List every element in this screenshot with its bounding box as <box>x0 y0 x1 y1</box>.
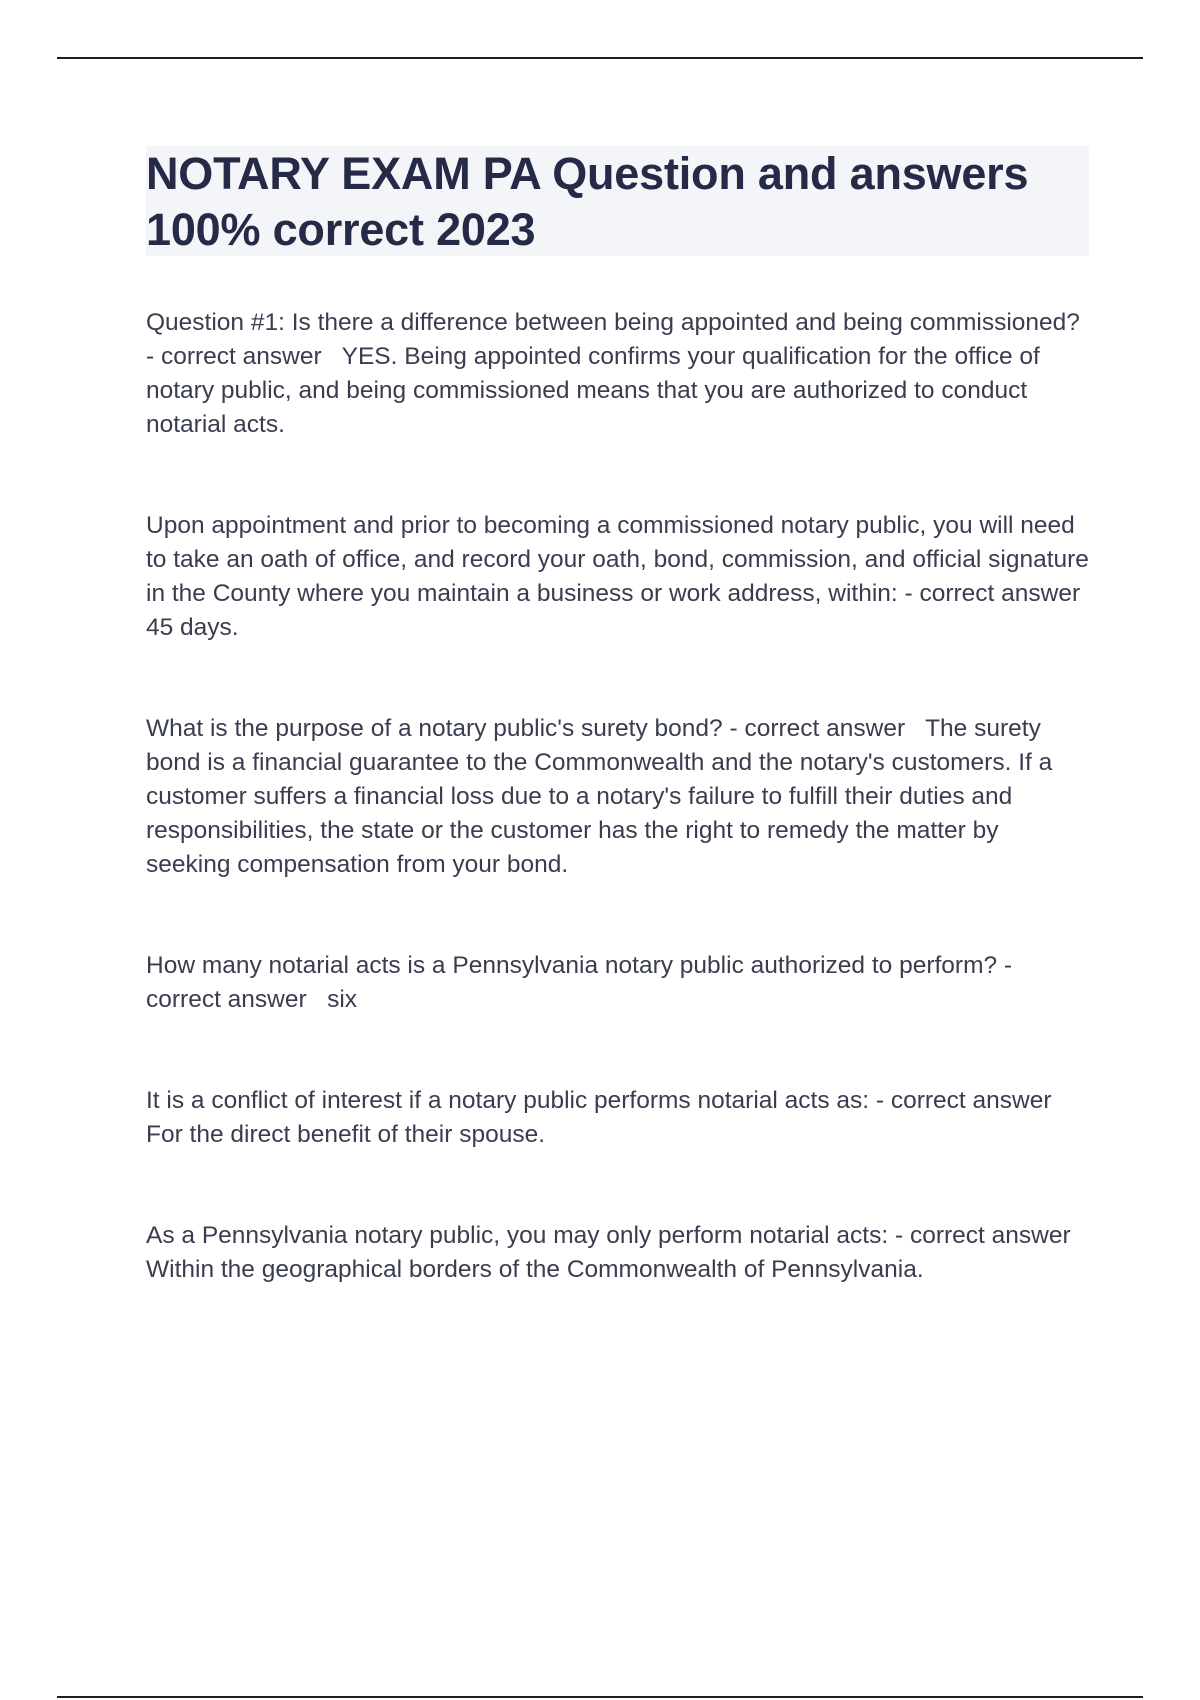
qa-item <box>146 306 1089 442</box>
document-body <box>146 146 1096 1354</box>
question-text: What is the purpose of a notary public's surety bond? - correct answer <box>146 715 906 742</box>
answer-text: Within the geographical borders of the Commonwealth of Pennsylvania. <box>146 1256 924 1283</box>
qa-item <box>146 949 1089 1017</box>
page-title: NOTARY EXAM PA Question and answers 100% correct 2023 <box>146 148 1029 255</box>
question-text: As a Pennsylvania notary public, you may only perform notarial acts: - correct answer <box>146 1222 1071 1249</box>
title-banner <box>146 146 1089 256</box>
answer-text: YES. Being appointed confirms your qualification for the office of notary public, and being commissioned means that you are authorized to conduct notarial acts. <box>146 343 1047 438</box>
question-text: Question #1: Is there a difference between being appointed and being commissioned? - correct answer <box>146 309 1087 370</box>
qa-item <box>146 509 1096 645</box>
question-text: It is a conflict of interest if a notary public performs notarial acts as: - correct answer <box>146 1087 1052 1114</box>
answer-text: six <box>327 986 358 1013</box>
answer-text: For the direct benefit of their spouse. <box>146 1121 546 1148</box>
qa-item <box>146 712 1089 882</box>
answer-text: The surety bond is a financial guarantee to the Commonwealth and the notary's customers. If a customer suffers a financial loss due to a notary's failure to fulfill their duties and responsibilities, the state or the customer has the right to remedy the matter by seeking compensation from your bond. <box>146 715 1060 878</box>
top-divider <box>57 57 1143 59</box>
qa-item <box>146 1219 1089 1287</box>
qa-list <box>146 306 1096 1287</box>
bottom-divider <box>57 1696 1143 1698</box>
question-text: Upon appointment and prior to becoming a commissioned notary public, you will need to take an oath of office, and record your oath, bond, commission, and official signature in the County where you maintain a business or work address, within: - correct answer <box>146 512 1096 607</box>
qa-item <box>146 1084 1089 1152</box>
question-text: How many notarial acts is a Pennsylvania notary public authorized to perform? - correct answer <box>146 952 1019 1013</box>
answer-text: 45 days. <box>146 614 239 641</box>
